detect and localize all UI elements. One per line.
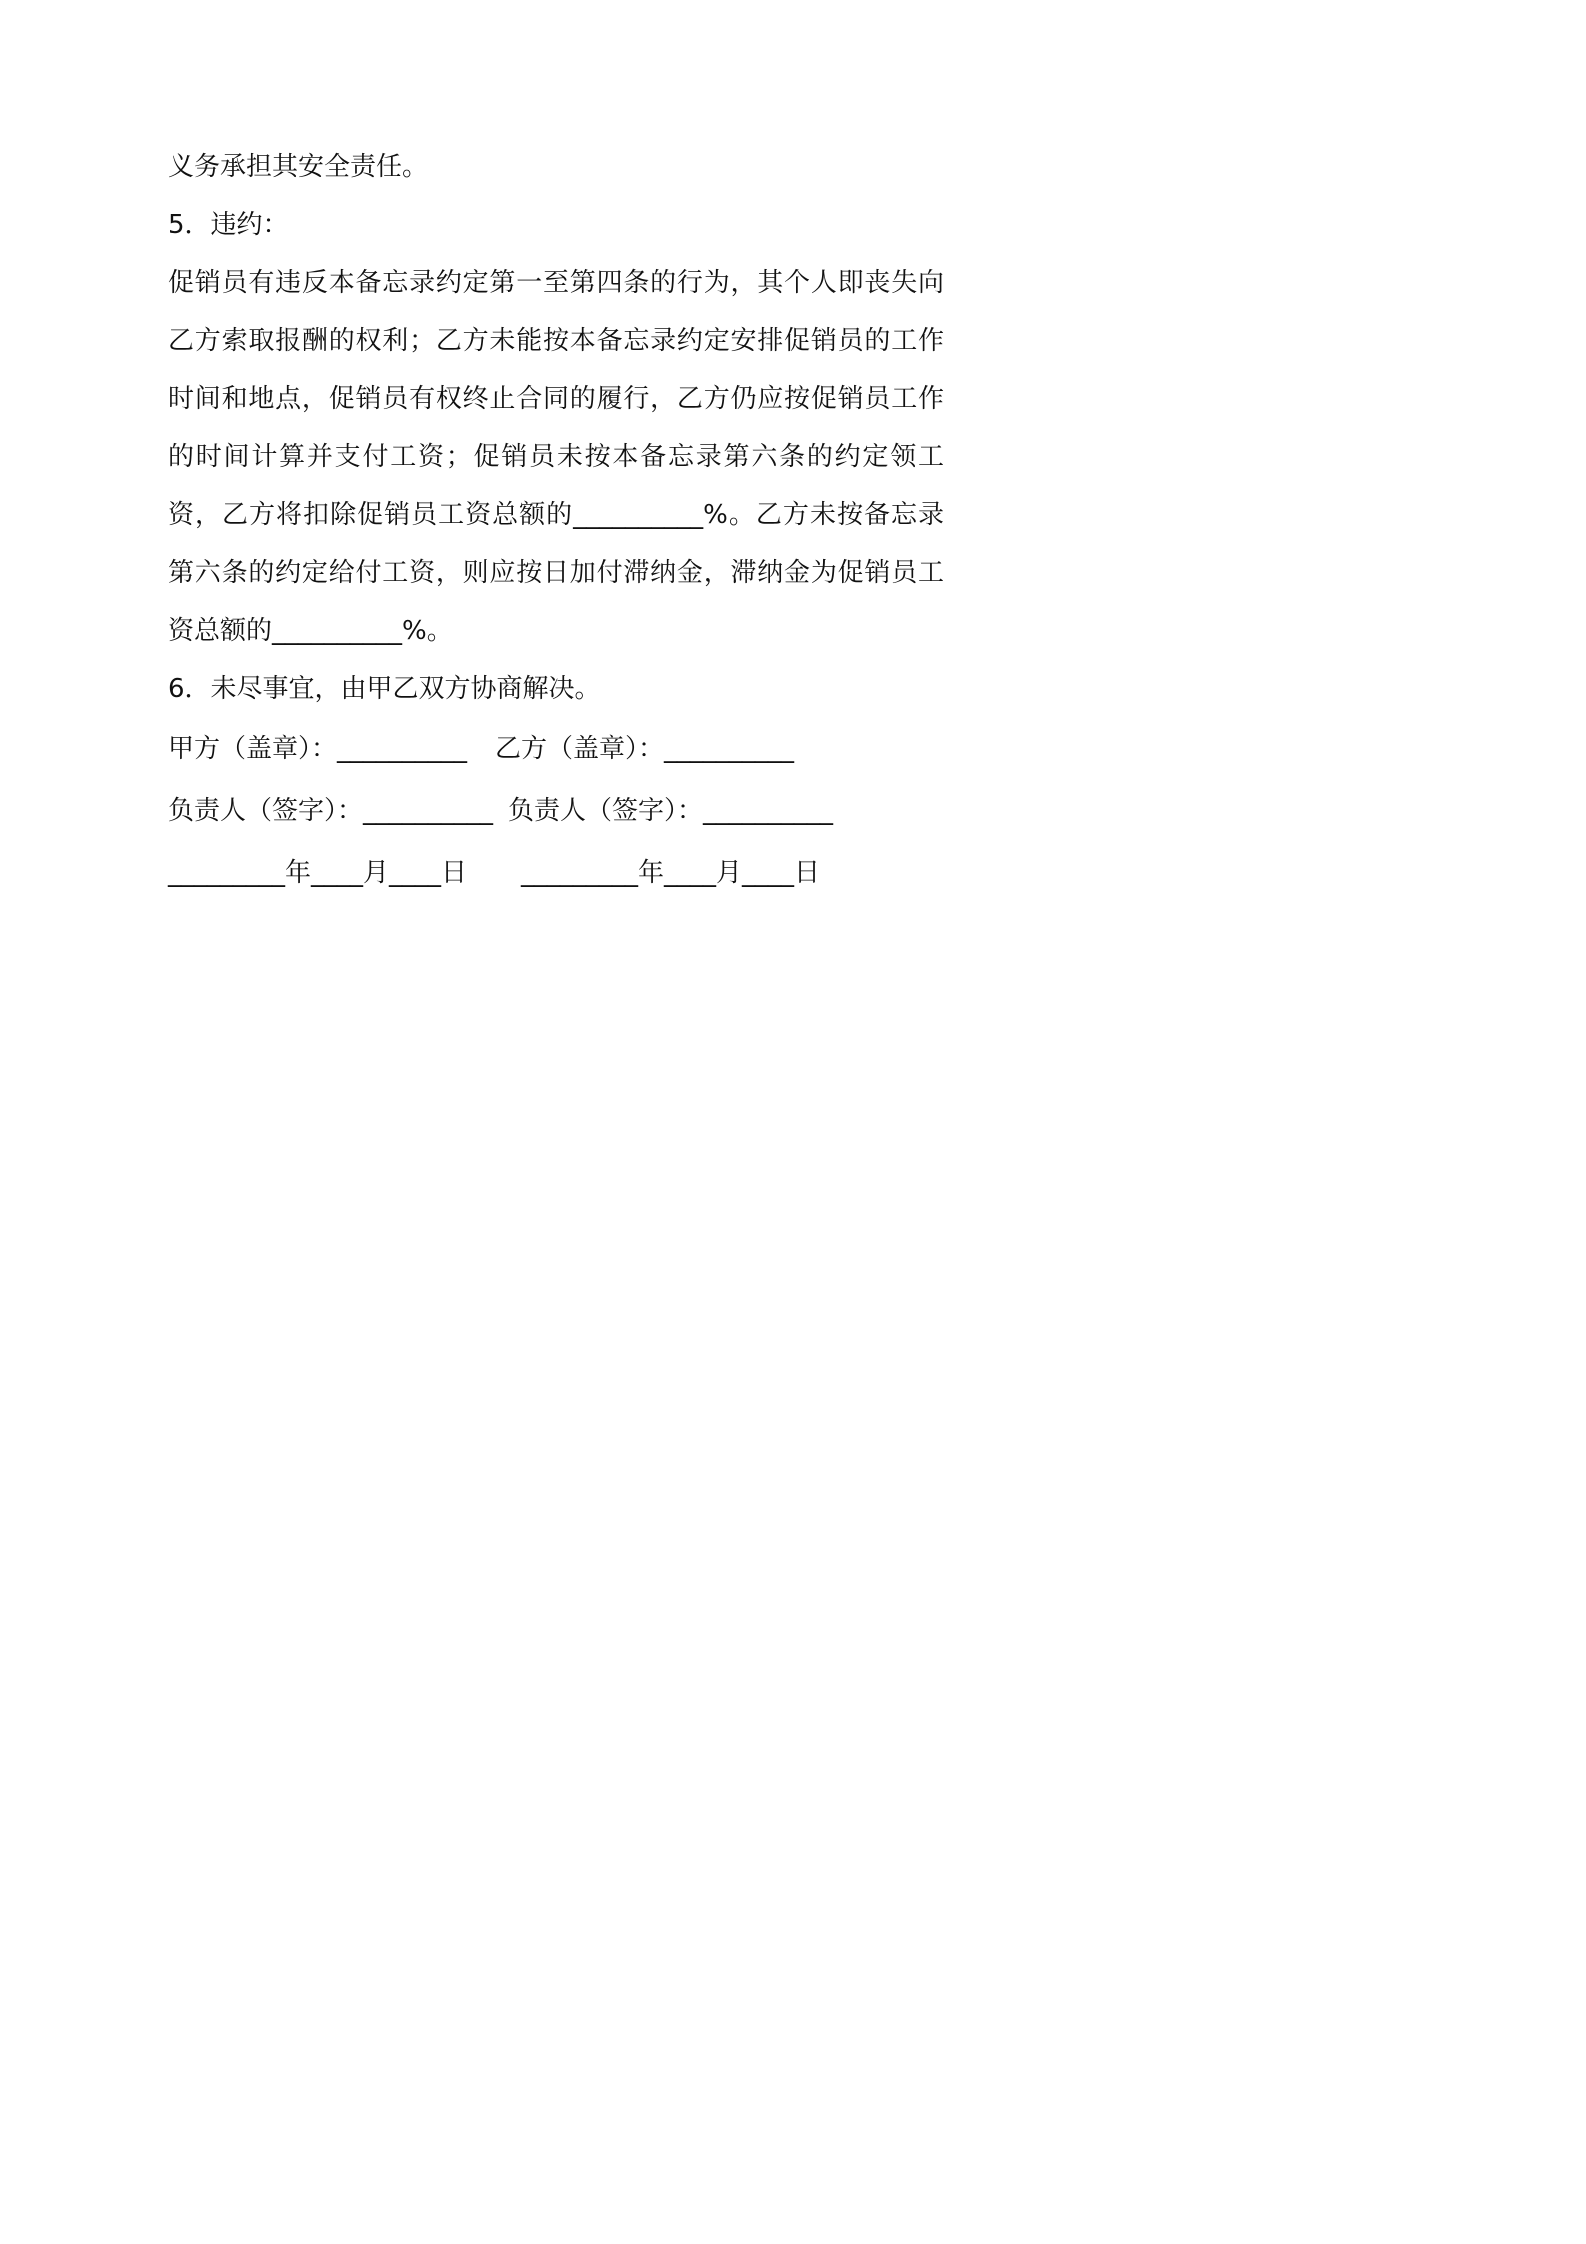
document-page [0,0,1101,1558]
seal-row [168,718,948,780]
responsible-row [168,780,948,842]
date-row [168,842,948,904]
document-body [168,138,948,904]
party-a-seal-field: 甲方（盖章）：__________ [168,734,468,764]
section-5-heading: 5．违约： [168,210,289,240]
party-b-responsible-field: 负责人（签字）：__________ [508,796,834,826]
section-6-text: 6．未尽事宜，由甲乙双方协商解决。 [168,674,601,704]
party-b-seal-field: 乙方（盖章）：__________ [495,734,795,764]
continued-clause-text: 义务承担其安全责任。 [168,152,429,182]
section-5-body: 促销员有违反本备忘录约定第一至第四条的行为，其个人即丧失向乙方索取报酬的权利；乙方未能按本备忘录约定安排促销员的工作时间和地点，促销员有权终止合同的履行，乙方仍应按促销员工作的时间计算并支付工资；促销员未按本备忘录第六条的约定领工资，乙方将扣除促销员工资总额的__________%。乙方未按备忘录第六条的约定给付工资，则应按日加付滞纳金，滞纳金为促销员工资总额的__________%。 [168,268,944,646]
party-a-date-field: _________年____月____日 [168,858,468,888]
party-b-date-field: _________年____月____日 [521,858,821,888]
party-a-responsible-field: 负责人（签字）：__________ [168,796,494,826]
